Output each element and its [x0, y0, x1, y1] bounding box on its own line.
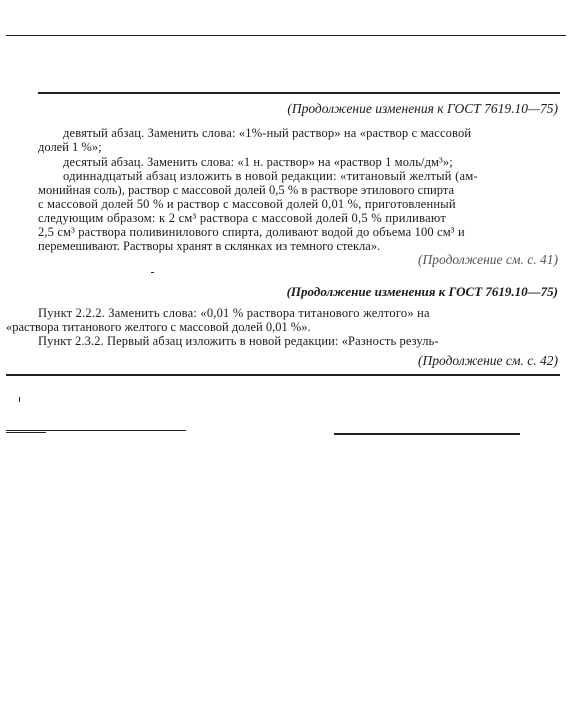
- block2-header: (Продолжение изменения к ГОСТ 7619.10—75): [286, 284, 558, 299]
- block2-footer: (Продолжение см. с. 42): [418, 353, 558, 368]
- block1-line-4: одиннадцатый абзац изложить в новой редакции: «титановый желтый (ам-: [63, 169, 478, 183]
- block1-line-8: 2,5 см³ раствора поливинилового спирта, доливают водой до объема 100 см³ и: [38, 225, 465, 239]
- bottom-rule-right: [334, 433, 520, 435]
- block1-line-3: десятый абзац. Заменить слова: «1 н. раствор» на «раствор 1 моль/дм³»;: [63, 155, 453, 169]
- block2-bottom-rule: [6, 374, 560, 376]
- bottom-rule-left-thick: [6, 432, 46, 433]
- block2-line-3: Пункт 2.3.2. Первый абзац изложить в новой редакции: «Разность резуль-: [38, 334, 439, 348]
- block1-line-7: следующим образом: к 2 см³ раствора с массовой долей 0,5 % приливают: [38, 211, 447, 225]
- block2-line-1: Пункт 2.2.2. Заменить слова: «0,01 % раствора титанового желтого» на: [38, 306, 430, 320]
- block1-line-2: долей 1 %»;: [38, 140, 102, 154]
- block1-top-rule: [38, 92, 560, 94]
- stray-mark: [151, 272, 154, 273]
- block1-line-6: с массовой долей 50 % и раствор с массовой долей 0,01 %, приготовленный: [38, 197, 456, 211]
- block1-line-1: девятый абзац. Заменить слова: «1%-ный раствор» на «раствор с массовой: [63, 126, 472, 140]
- block1-header: (Продолжение изменения к ГОСТ 7619.10—75): [287, 101, 558, 116]
- block1-line-5: монийная соль), раствор с массовой долей 0,5 % в растворе этилового спирта: [38, 183, 455, 197]
- block1-line-9: перемешивают. Растворы хранят в склянках из темного стекла».: [38, 239, 381, 253]
- block2-line-2: «раствора титанового желтого с массовой долей 0,01 %».: [6, 320, 311, 334]
- bottom-rule-left: [6, 430, 186, 431]
- tick-mark: [19, 397, 20, 402]
- block1-footer: (Продолжение см. с. 41): [418, 252, 558, 267]
- top-rule: [6, 35, 566, 36]
